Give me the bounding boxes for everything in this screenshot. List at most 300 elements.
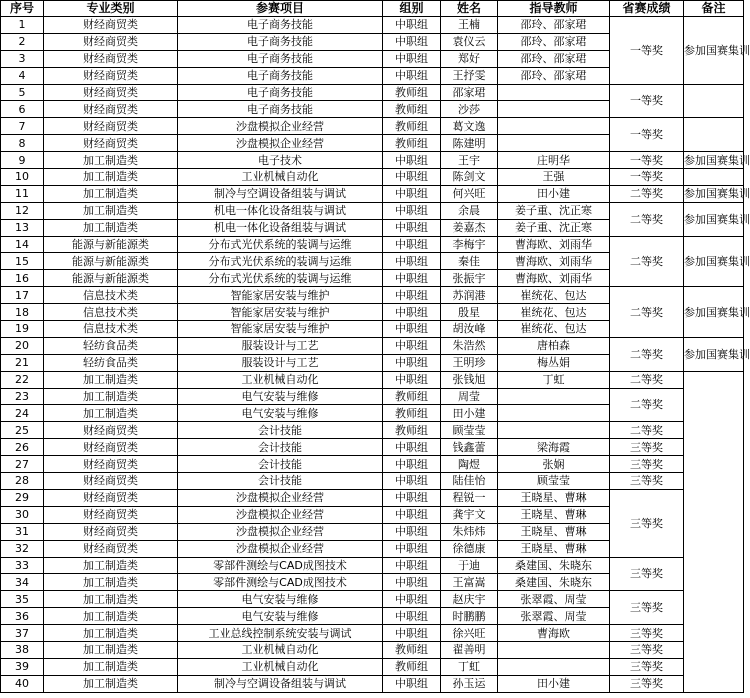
cell-category: 财经商贸类 [44,489,178,506]
header-cell-group: 组别 [383,1,441,17]
header-cell-category: 专业类别 [44,1,178,17]
cell-name: 孙玉运 [441,675,498,692]
cell-award: 三等奖 [610,625,684,642]
cell-category: 财经商贸类 [44,118,178,135]
cell-group: 中职组 [383,337,441,354]
cell-name: 苏润港 [441,287,498,304]
cell-project: 电气安装与维修 [178,608,383,625]
cell-group: 中职组 [383,473,441,490]
cell-no: 4 [1,67,44,84]
cell-name: 丁虹 [441,658,498,675]
cell-project: 零部件测绘与CAD成图技术 [178,557,383,574]
cell-name: 顾莹莹 [441,422,498,439]
cell-name: 张振宇 [441,270,498,287]
cell-no: 7 [1,118,44,135]
cell-category: 加工制造类 [44,219,178,236]
cell-project: 电子商务技能 [178,84,383,101]
cell-group: 中职组 [383,540,441,557]
cell-name: 周莹 [441,388,498,405]
cell-name: 何兴旺 [441,185,498,202]
cell-award: 一等奖 [610,152,684,169]
cell-name: 钱鑫蕾 [441,439,498,456]
cell-no: 36 [1,608,44,625]
cell-project: 智能家居安装与维护 [178,287,383,304]
cell-no: 14 [1,236,44,253]
cell-name: 徐兴旺 [441,625,498,642]
cell-teacher [498,84,610,101]
cell-no: 19 [1,321,44,338]
cell-name: 龚宇文 [441,506,498,523]
cell-note: 参加国赛集训 [684,287,744,338]
cell-teacher: 姜子重、沈正寒 [498,202,610,219]
cell-no: 30 [1,506,44,523]
table-row [1,371,744,388]
header-cell-note: 备注 [684,1,744,17]
cell-project: 零部件测绘与CAD成图技术 [178,574,383,591]
cell-project: 分布式光伏系统的装调与运维 [178,236,383,253]
cell-project: 会计技能 [178,473,383,490]
cell-project: 服装设计与工艺 [178,337,383,354]
cell-name: 姜嘉杰 [441,219,498,236]
cell-no: 34 [1,574,44,591]
table-row [1,456,744,473]
table-row [1,202,744,219]
cell-project: 沙盘模拟企业经营 [178,523,383,540]
cell-name: 时鹏鹏 [441,608,498,625]
cell-category: 财经商贸类 [44,473,178,490]
cell-group: 中职组 [383,608,441,625]
cell-group: 教师组 [383,84,441,101]
cell-award: 三等奖 [610,439,684,456]
cell-teacher [498,658,610,675]
cell-project: 电气安装与维修 [178,405,383,422]
table-row [1,287,744,304]
cell-group: 中职组 [383,33,441,50]
cell-name: 李梅宇 [441,236,498,253]
cell-teacher: 曹海欧、刘雨华 [498,253,610,270]
cell-teacher: 王晓星、曹琳 [498,540,610,557]
cell-no: 18 [1,304,44,321]
cell-name: 余晨 [441,202,498,219]
cell-teacher: 姜子重、沈正寒 [498,219,610,236]
cell-name: 王楠 [441,17,498,34]
cell-no: 23 [1,388,44,405]
cell-name: 殷星 [441,304,498,321]
cell-note: 参加国赛集训 [684,236,744,287]
cell-award: 二等奖 [610,388,684,422]
cell-group: 中职组 [383,675,441,692]
cell-group: 教师组 [383,641,441,658]
cell-name: 葛文逸 [441,118,498,135]
table-row [1,337,744,354]
cell-name: 王富嵩 [441,574,498,591]
table-row [1,84,744,101]
table-row [1,557,744,574]
cell-group: 中职组 [383,456,441,473]
cell-name: 王抒雯 [441,67,498,84]
header-row [1,1,744,17]
cell-no: 24 [1,405,44,422]
header-cell-award: 省赛成绩 [610,1,684,17]
cell-project: 电子商务技能 [178,101,383,118]
cell-group: 教师组 [383,101,441,118]
cell-teacher: 王强 [498,169,610,186]
cell-name: 陆佳怡 [441,473,498,490]
cell-no: 37 [1,625,44,642]
cell-project: 机电一体化设备组装与调试 [178,219,383,236]
cell-no: 35 [1,591,44,608]
cell-teacher: 崔统花、包达 [498,304,610,321]
cell-award: 三等奖 [610,675,684,692]
cell-name: 陈剑文 [441,169,498,186]
cell-award: 三等奖 [610,489,684,557]
cell-teacher: 邵玲、邵家珺 [498,50,610,67]
cell-category: 信息技术类 [44,287,178,304]
cell-group: 中职组 [383,185,441,202]
cell-project: 会计技能 [178,439,383,456]
cell-award: 二等奖 [610,202,684,236]
cell-award: 一等奖 [610,118,684,152]
cell-no: 40 [1,675,44,692]
cell-no: 3 [1,50,44,67]
cell-category: 加工制造类 [44,405,178,422]
table-row [1,118,744,135]
cell-no: 2 [1,33,44,50]
cell-project: 工业机械自动化 [178,371,383,388]
cell-group: 教师组 [383,135,441,152]
cell-category: 能源与新能源类 [44,270,178,287]
cell-name: 田小建 [441,405,498,422]
cell-category: 加工制造类 [44,388,178,405]
cell-group: 中职组 [383,506,441,523]
cell-note: 参加国赛集训 [684,153,750,167]
cell-project: 制冷与空调设备组装与调试 [178,675,383,692]
cell-group: 中职组 [383,152,441,169]
cell-project: 会计技能 [178,456,383,473]
cell-name: 邵家珺 [441,84,498,101]
cell-group: 中职组 [383,489,441,506]
cell-project: 电子商务技能 [178,50,383,67]
cell-group: 中职组 [383,169,441,186]
cell-teacher: 邵玲、邵家珺 [498,17,610,34]
cell-no: 16 [1,270,44,287]
cell-category: 轻纺食品类 [44,354,178,371]
table-row [1,658,744,675]
cell-name: 徐德康 [441,540,498,557]
cell-note [684,169,744,186]
cell-group: 中职组 [383,67,441,84]
cell-teacher [498,118,610,135]
cell-category: 加工制造类 [44,202,178,219]
cell-group: 中职组 [383,17,441,34]
cell-name: 程锐一 [441,489,498,506]
cell-name: 郑好 [441,50,498,67]
cell-project: 沙盘模拟企业经营 [178,506,383,523]
cell-name: 袁仪云 [441,33,498,50]
cell-teacher [498,101,610,118]
cell-category: 加工制造类 [44,591,178,608]
cell-award: 三等奖 [610,456,684,473]
cell-teacher: 邵玲、邵家珺 [498,67,610,84]
cell-project: 工业机械自动化 [178,169,383,186]
cell-no: 22 [1,371,44,388]
table-row [1,422,744,439]
table-row [1,236,744,253]
cell-award: 二等奖 [610,287,684,338]
cell-no: 27 [1,456,44,473]
cell-no: 1 [1,17,44,34]
cell-no: 13 [1,219,44,236]
cell-category: 加工制造类 [44,625,178,642]
cell-no: 26 [1,439,44,456]
table-row [1,152,744,169]
cell-no: 25 [1,422,44,439]
cell-name: 秦佳 [441,253,498,270]
cell-category: 财经商贸类 [44,67,178,84]
cell-category: 加工制造类 [44,152,178,169]
cell-category: 财经商贸类 [44,33,178,50]
cell-project: 电子商务技能 [178,33,383,50]
cell-no: 9 [1,152,44,169]
cell-category: 信息技术类 [44,304,178,321]
cell-group: 中职组 [383,321,441,338]
cell-teacher: 王晓星、曹琳 [498,489,610,506]
cell-group: 教师组 [383,118,441,135]
cell-teacher: 张翠霞、周莹 [498,608,610,625]
cell-teacher [498,641,610,658]
cell-name: 翟善明 [441,641,498,658]
cell-no: 20 [1,337,44,354]
cell-note: 参加国赛集训 [684,337,744,371]
cell-award: 三等奖 [610,591,684,625]
cell-award: 二等奖 [610,185,684,202]
cell-award: 三等奖 [610,473,684,490]
cell-project: 工业机械自动化 [178,641,383,658]
cell-project: 智能家居安装与维护 [178,321,383,338]
cell-project: 沙盘模拟企业经营 [178,489,383,506]
cell-category: 能源与新能源类 [44,253,178,270]
cell-note [684,84,744,118]
cell-name: 王宇 [441,152,498,169]
cell-teacher: 桑建国、朱晓东 [498,574,610,591]
cell-category: 财经商贸类 [44,506,178,523]
cell-group: 教师组 [383,405,441,422]
cell-teacher: 梁海霞 [498,439,610,456]
table-row [1,388,744,405]
cell-note: 参加国赛集训 [684,202,744,236]
cell-no: 31 [1,523,44,540]
cell-project: 沙盘模拟企业经营 [178,118,383,135]
cell-teacher: 崔统花、包达 [498,321,610,338]
cell-category: 财经商贸类 [44,422,178,439]
cell-project: 电子商务技能 [178,17,383,34]
cell-teacher [498,422,610,439]
cell-award: 三等奖 [610,557,684,591]
cell-category: 加工制造类 [44,557,178,574]
cell-group: 中职组 [383,523,441,540]
table-row [1,439,744,456]
cell-project: 电气安装与维修 [178,591,383,608]
cell-project: 制冷与空调设备组装与调试 [178,185,383,202]
cell-group: 中职组 [383,574,441,591]
cell-teacher: 曹海欧、刘雨华 [498,236,610,253]
table-row [1,185,744,202]
cell-note: 参加国赛集训 [684,187,750,201]
cell-group: 中职组 [383,557,441,574]
cell-project: 沙盘模拟企业经营 [178,540,383,557]
cell-category: 财经商贸类 [44,540,178,557]
cell-no: 11 [1,185,44,202]
cell-group: 中职组 [383,219,441,236]
cell-no: 21 [1,354,44,371]
cell-category: 财经商贸类 [44,101,178,118]
cell-no: 38 [1,641,44,658]
cell-group: 中职组 [383,354,441,371]
cell-category: 财经商贸类 [44,17,178,34]
cell-teacher: 王晓星、曹琳 [498,523,610,540]
cell-group: 中职组 [383,236,441,253]
cell-category: 财经商贸类 [44,456,178,473]
cell-teacher: 顾莹莹 [498,473,610,490]
table-row [1,169,744,186]
cell-award: 二等奖 [610,236,684,287]
table-row [1,675,744,692]
cell-note [684,118,744,152]
cell-no: 6 [1,101,44,118]
cell-no: 15 [1,253,44,270]
cell-no: 10 [1,169,44,186]
cell-name: 陈建明 [441,135,498,152]
cell-award: 一等奖 [610,17,684,85]
cell-project: 沙盘模拟企业经营 [178,135,383,152]
table-row [1,17,744,34]
cell-category: 加工制造类 [44,574,178,591]
cell-award: 二等奖 [610,422,684,439]
cell-no: 12 [1,202,44,219]
cell-group: 中职组 [383,591,441,608]
cell-teacher: 邵玲、邵家珺 [498,33,610,50]
cell-project: 服装设计与工艺 [178,354,383,371]
header-cell-teacher: 指导教师 [498,1,610,17]
cell-award: 三等奖 [610,641,684,658]
cell-group: 中职组 [383,202,441,219]
cell-teacher: 张娴 [498,456,610,473]
cell-project: 机电一体化设备组装与调试 [178,202,383,219]
cell-category: 加工制造类 [44,608,178,625]
cell-group: 教师组 [383,422,441,439]
cell-teacher: 田小建 [498,675,610,692]
cell-group: 中职组 [383,50,441,67]
cell-project: 工业总线控制系统安装与调试 [178,625,383,642]
cell-group: 中职组 [383,625,441,642]
cell-name: 沙莎 [441,101,498,118]
table-row [1,625,744,642]
cell-name: 张钱旭 [441,371,498,388]
cell-group: 教师组 [383,658,441,675]
cell-category: 加工制造类 [44,185,178,202]
cell-project: 电子技术 [178,152,383,169]
cell-category: 信息技术类 [44,321,178,338]
header-cell-project: 参赛项目 [178,1,383,17]
cell-category: 加工制造类 [44,675,178,692]
cell-category: 财经商贸类 [44,135,178,152]
cell-teacher: 唐柏森 [498,337,610,354]
cell-teacher [498,388,610,405]
cell-group: 中职组 [383,287,441,304]
cell-name: 胡汝峰 [441,321,498,338]
table-row [1,489,744,506]
cell-no: 33 [1,557,44,574]
cell-group: 教师组 [383,388,441,405]
cell-no: 8 [1,135,44,152]
cell-group: 中职组 [383,304,441,321]
cell-teacher: 丁虹 [498,371,610,388]
header-cell-name: 姓名 [441,1,498,17]
cell-project: 电气安装与维修 [178,388,383,405]
cell-no: 28 [1,473,44,490]
cell-teacher: 梅丛娟 [498,354,610,371]
cell-project: 会计技能 [178,422,383,439]
cell-project: 智能家居安装与维护 [178,304,383,321]
cell-note: 参加国赛集训 [684,17,744,85]
cell-category: 能源与新能源类 [44,236,178,253]
cell-award: 三等奖 [610,658,684,675]
cell-no: 29 [1,489,44,506]
cell-name: 朱浩然 [441,337,498,354]
cell-teacher: 庄明华 [498,152,610,169]
table-body [1,17,750,693]
cell-category: 加工制造类 [44,169,178,186]
cell-project: 分布式光伏系统的装调与运维 [178,253,383,270]
cell-award: 一等奖 [610,169,684,186]
cell-award: 二等奖 [610,371,684,388]
cell-teacher: 王晓星、曹琳 [498,506,610,523]
cell-project: 电子商务技能 [178,67,383,84]
cell-group: 中职组 [383,371,441,388]
cell-category: 财经商贸类 [44,84,178,101]
cell-category: 加工制造类 [44,371,178,388]
cell-no: 5 [1,84,44,101]
cell-award: 二等奖 [610,337,684,371]
cell-teacher: 桑建国、朱晓东 [498,557,610,574]
cell-name: 陶煜 [441,456,498,473]
cell-name: 于迪 [441,557,498,574]
cell-category: 轻纺食品类 [44,337,178,354]
cell-group: 中职组 [383,270,441,287]
cell-teacher: 曹海欧 [498,625,610,642]
cell-teacher: 曹海欧、刘雨华 [498,270,610,287]
cell-award: 一等奖 [610,84,684,118]
cell-no: 39 [1,658,44,675]
cell-teacher [498,135,610,152]
cell-no: 32 [1,540,44,557]
cell-category: 财经商贸类 [44,50,178,67]
cell-category: 加工制造类 [44,641,178,658]
cell-teacher: 崔统花、包达 [498,287,610,304]
cell-teacher [498,405,610,422]
cell-teacher: 张翠霞、周莹 [498,591,610,608]
cell-project: 工业机械自动化 [178,658,383,675]
header-cell-no: 序号 [1,1,44,17]
cell-category: 财经商贸类 [44,439,178,456]
table-row [1,641,744,658]
cell-name: 赵庆宇 [441,591,498,608]
table-row [1,473,744,490]
table-row [1,591,744,608]
cell-group: 中职组 [383,253,441,270]
cell-group: 中职组 [383,439,441,456]
cell-name: 朱炜炜 [441,523,498,540]
